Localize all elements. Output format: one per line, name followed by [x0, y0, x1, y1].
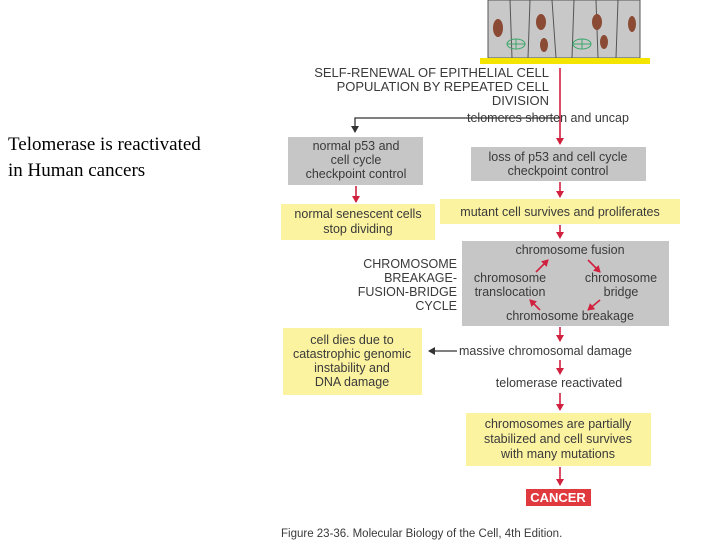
massive-text: massive chromosomal damage — [459, 344, 632, 358]
loss-line2: checkpoint control — [507, 164, 609, 178]
stabilized-line3: with many mutations — [501, 447, 615, 461]
checkpoint-line2: cell cycle — [330, 153, 382, 167]
mutant-text: mutant cell survives and proliferates — [460, 205, 660, 219]
cycle-line1: CHROMOSOME — [363, 257, 457, 271]
cancer-text: CANCER — [530, 490, 586, 505]
fusion-text: chromosome fusion — [515, 243, 625, 257]
basement-membrane — [480, 58, 650, 64]
nucleus — [493, 19, 503, 37]
side-title-line2: in Human cancers — [8, 160, 146, 181]
dies-line1: cell dies due to — [310, 333, 394, 347]
cycle-line3: FUSION-BRIDGE — [357, 285, 457, 299]
senescent-line2: stop dividing — [323, 222, 393, 236]
nucleus — [540, 38, 548, 52]
side-title-line1: Telomerase is reactivated — [8, 134, 201, 155]
checkpoint-line1: normal p53 and — [312, 139, 400, 153]
translocation-line1: chromosome — [473, 271, 547, 285]
header-line1: SELF-RENEWAL OF EPITHELIAL CELL — [314, 65, 549, 80]
reactivated-text: telomerase reactivated — [495, 376, 623, 390]
senescent-line1: normal senescent cells — [294, 207, 422, 221]
header-line3: DIVISION — [491, 93, 549, 108]
nucleus — [628, 16, 636, 32]
checkpoint-line3: checkpoint control — [305, 167, 407, 181]
telomeres-label: telomeres shorten and uncap — [467, 111, 629, 125]
cycle-line2: BREAKAGE- — [384, 271, 457, 285]
spindle-icon — [573, 39, 591, 49]
nucleus — [592, 14, 602, 30]
header-line2: POPULATION BY REPEATED CELL — [336, 79, 549, 94]
dies-line3: instability and — [314, 361, 390, 375]
translocation-line2: translocation — [474, 285, 546, 299]
figure-caption: Figure 23-36. Molecular Biology of the Cell, 4th Edition. — [281, 528, 563, 540]
bridge-line1: chromosome — [584, 271, 658, 285]
epithelial-cells-illustration — [480, 0, 650, 64]
breakage-text: chromosome breakage — [506, 309, 634, 323]
dies-line2: catastrophic genomic — [292, 347, 412, 361]
stabilized-line2: stabilized and cell survives — [484, 432, 632, 446]
nucleus — [536, 14, 546, 30]
dies-line4: DNA damage — [314, 375, 390, 389]
stabilized-line1: chromosomes are partially — [484, 417, 632, 431]
cycle-line4: CYCLE — [415, 299, 457, 313]
spindle-icon — [507, 39, 525, 49]
loss-line1: loss of p53 and cell cycle — [488, 150, 628, 164]
bridge-line2: bridge — [603, 285, 639, 299]
nucleus — [600, 35, 608, 49]
